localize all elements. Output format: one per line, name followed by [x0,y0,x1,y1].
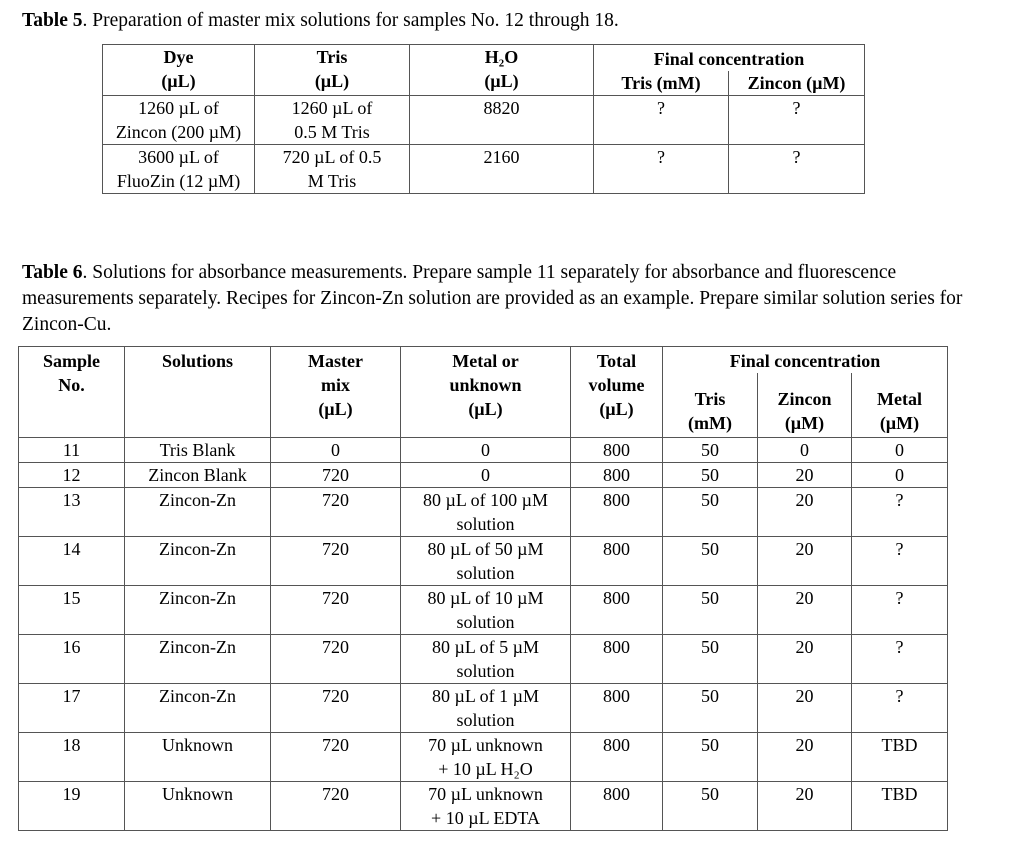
table5-cell-tris: 720 µL of 0.5 M Tris [255,145,410,194]
table6-header-final-metal: Metal (µM) [852,373,948,438]
table6-caption-label: Table 6 [22,262,83,283]
table6-caption [22,260,982,338]
table6-header-final-concentration: Final concentration [663,347,948,374]
table6-cell-total-volume: 800 [571,537,663,586]
table6-cell-final-metal: ? [852,488,948,537]
table5-header-final-concentration: Final concentration [594,45,865,72]
table6-cell-sample: 17 [19,684,125,733]
table5-cell-h2o: 8820 [410,96,594,145]
table6-cell-final-zincon: 20 [758,733,852,782]
table6-cell-metal: 0 [401,463,571,488]
table6-cell-final-metal: ? [852,537,948,586]
table6-cell-master-mix: 720 [271,586,401,635]
table6-cell-master-mix: 720 [271,684,401,733]
table6-cell-total-volume: 800 [571,684,663,733]
table6-cell-final-tris: 50 [663,537,758,586]
table6-cell-total-volume: 800 [571,733,663,782]
table6-cell-final-zincon: 20 [758,586,852,635]
table6-cell-sample: 15 [19,586,125,635]
table6-cell-metal: 70 µL unknown + 10 µL H₂O [401,733,571,782]
table5-header-dye: Dye (µL) [103,45,255,96]
table6-cell-sample: 14 [19,537,125,586]
table6 [18,346,948,831]
table5-header-tris: Tris (µL) [255,45,410,96]
table6-cell-metal: 80 µL of 50 µM solution [401,537,571,586]
table6-cell-solution: Zincon-Zn [125,488,271,537]
table-row [19,463,948,488]
table6-cell-final-metal: 0 [852,438,948,463]
table6-cell-final-tris: 50 [663,684,758,733]
table6-cell-metal: 80 µL of 5 µM solution [401,635,571,684]
table6-cell-final-tris: 50 [663,463,758,488]
table6-cell-final-tris: 50 [663,635,758,684]
table6-cell-final-tris: 50 [663,782,758,831]
table6-cell-sample: 13 [19,488,125,537]
table6-header-final-zincon: Zincon (µM) [758,373,852,438]
table-row [19,684,948,733]
table5-cell-dye: 1260 µL of Zincon (200 µM) [103,96,255,145]
table5-cell-final-zincon: ? [729,145,865,194]
table6-cell-final-tris: 50 [663,733,758,782]
table5-cell-h2o: 2160 [410,145,594,194]
table6-cell-final-zincon: 20 [758,488,852,537]
table6-cell-final-zincon: 20 [758,463,852,488]
table6-cell-metal: 80 µL of 1 µM solution [401,684,571,733]
table6-header-total-volume: Total volume (µL) [571,347,663,438]
table6-cell-sample: 16 [19,635,125,684]
table6-header-master-mix: Master mix (µL) [271,347,401,438]
table5-cell-dye: 3600 µL of FluoZin (12 µM) [103,145,255,194]
table6-cell-final-zincon: 20 [758,635,852,684]
table6-cell-solution: Zincon Blank [125,463,271,488]
table6-cell-master-mix: 720 [271,463,401,488]
table6-cell-final-metal: TBD [852,733,948,782]
table6-header-solutions: Solutions [125,347,271,438]
table6-cell-final-tris: 50 [663,586,758,635]
table6-cell-total-volume: 800 [571,463,663,488]
table5-cell-final-zincon: ? [729,96,865,145]
table5-header-final-zincon: Zincon (µM) [729,71,865,96]
table6-cell-solution: Tris Blank [125,438,271,463]
table6-cell-metal: 80 µL of 100 µM solution [401,488,571,537]
table6-cell-solution: Unknown [125,782,271,831]
table6-cell-final-metal: TBD [852,782,948,831]
table-row [103,96,865,145]
table5-caption-text: . Preparation of master mix solutions for samples No. 12 through 18. [82,10,619,31]
table-row [19,733,948,782]
table6-cell-master-mix: 720 [271,782,401,831]
table6-cell-sample: 18 [19,733,125,782]
table6-cell-final-zincon: 20 [758,684,852,733]
table5-caption [22,8,619,34]
table6-header-metal: Metal or unknown (µL) [401,347,571,438]
table6-cell-total-volume: 800 [571,438,663,463]
table-row [19,782,948,831]
table-row [19,635,948,684]
table6-cell-final-tris: 50 [663,488,758,537]
table6-header-final-tris: Tris (mM) [663,373,758,438]
table6-cell-final-zincon: 0 [758,438,852,463]
table6-cell-final-metal: ? [852,586,948,635]
table6-cell-metal: 70 µL unknown + 10 µL EDTA [401,782,571,831]
table6-cell-solution: Unknown [125,733,271,782]
table6-cell-final-tris: 50 [663,438,758,463]
table5-cell-final-tris: ? [594,96,729,145]
table6-cell-final-zincon: 20 [758,537,852,586]
table6-cell-final-zincon: 20 [758,782,852,831]
table-row [19,537,948,586]
table6-caption-text: . Solutions for absorbance measurements. Prepare sample 11 separately for absorbance and fluorescence measurements separately. Recipes for Zincon-Zn solution are provided as an example. Prepare similar solution series for Zincon-Cu. [22,262,963,335]
table-row [19,438,948,463]
table6-cell-final-metal: ? [852,635,948,684]
table6-cell-sample: 11 [19,438,125,463]
table6-cell-sample: 19 [19,782,125,831]
table5-caption-label: Table 5 [22,10,83,31]
table6-cell-master-mix: 0 [271,438,401,463]
table6-cell-master-mix: 720 [271,537,401,586]
table5-cell-final-tris: ? [594,145,729,194]
table6-cell-solution: Zincon-Zn [125,537,271,586]
table5-header-final-tris: Tris (mM) [594,71,729,96]
table6-cell-metal: 0 [401,438,571,463]
table6-cell-final-metal: ? [852,684,948,733]
table6-cell-master-mix: 720 [271,733,401,782]
table5 [102,44,865,194]
table6-cell-total-volume: 800 [571,635,663,684]
table6-cell-total-volume: 800 [571,488,663,537]
table5-header-h2o: H₂O (µL) [410,45,594,96]
table6-cell-master-mix: 720 [271,635,401,684]
table6-cell-solution: Zincon-Zn [125,586,271,635]
table6-cell-solution: Zincon-Zn [125,635,271,684]
table6-header-sample: Sample No. [19,347,125,438]
table5-cell-tris: 1260 µL of 0.5 M Tris [255,96,410,145]
table6-cell-master-mix: 720 [271,488,401,537]
table-row [19,488,948,537]
table6-cell-solution: Zincon-Zn [125,684,271,733]
table6-cell-sample: 12 [19,463,125,488]
table6-cell-final-metal: 0 [852,463,948,488]
table6-cell-total-volume: 800 [571,782,663,831]
table6-cell-total-volume: 800 [571,586,663,635]
table-row [103,145,865,194]
table-row [19,586,948,635]
table6-cell-metal: 80 µL of 10 µM solution [401,586,571,635]
